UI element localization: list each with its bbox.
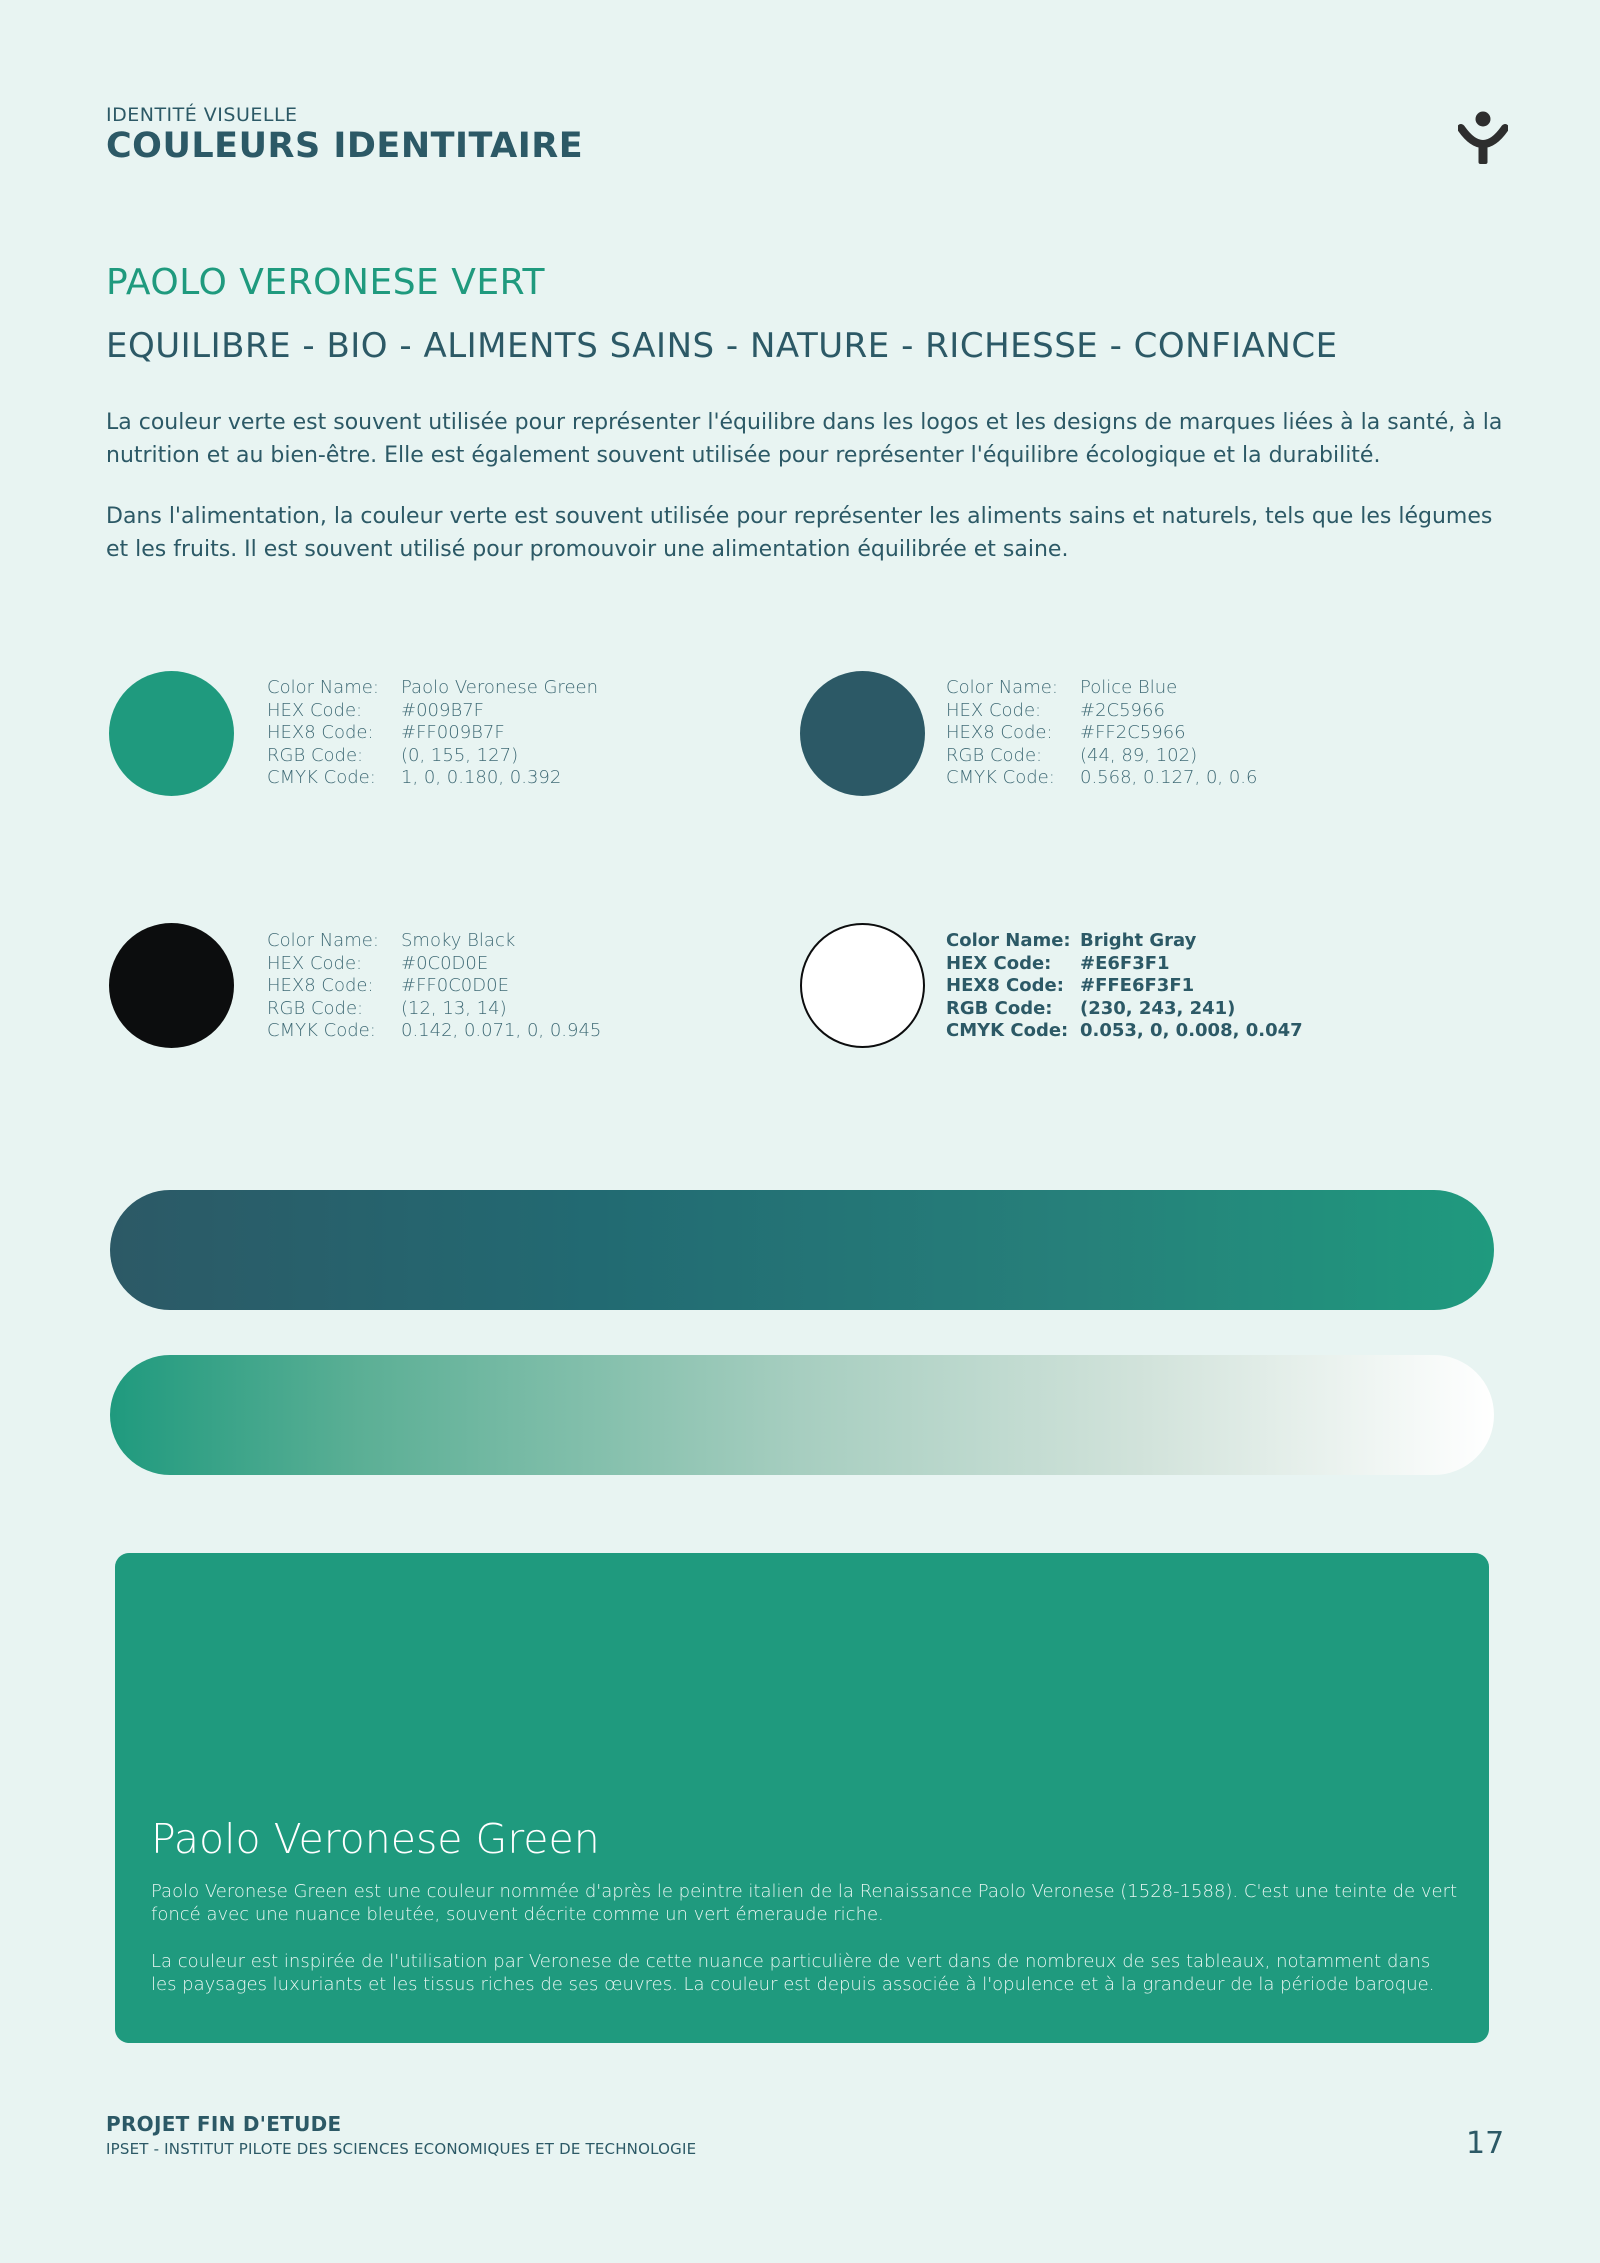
hex-value: #E6F3F1: [1080, 952, 1170, 974]
footer-title: PROJET FIN D'ETUDE: [106, 2112, 342, 2136]
rgb-label: RGB Code:: [946, 997, 1053, 1019]
color-name-value: Police Blue: [1080, 677, 1178, 698]
cmyk-label: CMYK Code:: [267, 767, 376, 788]
hex8-value: #FF0C0D0E: [401, 975, 509, 996]
footer-subtitle: IPSET - INSTITUT PILOTE DES SCIENCES ECONOMIQUES ET DE TECHNOLOGIE: [106, 2140, 697, 2158]
hex-label: HEX Code:: [267, 699, 363, 721]
hex-value: #009B7F: [401, 699, 485, 721]
color-name-label: Color Name:: [946, 677, 1058, 698]
gray-swatch-circle: [800, 923, 925, 1048]
rgb-label: RGB Code:: [267, 997, 364, 1019]
hex-label: HEX Code:: [946, 952, 1052, 974]
rgb-label: RGB Code:: [946, 744, 1043, 766]
hex8-label: HEX8 Code:: [946, 975, 1064, 996]
green-white-gradient-bar: [110, 1355, 1494, 1475]
hex8-label: HEX8 Code:: [946, 722, 1053, 743]
page-number: 17: [1466, 2126, 1505, 2161]
color-name-label: Color Name:: [946, 930, 1071, 951]
color-name-value: Smoky Black: [401, 930, 516, 951]
rgb-label: RGB Code:: [267, 744, 364, 766]
hex-label: HEX Code:: [946, 699, 1042, 721]
gray-swatch-info: [946, 930, 1303, 1043]
color-name-label: Color Name:: [267, 930, 379, 951]
header-kicker: IDENTITÉ VISUELLE: [106, 104, 298, 126]
rgb-value: (230, 243, 241): [1080, 997, 1236, 1019]
cmyk-value: 1, 0, 0.180, 0.392: [401, 767, 562, 788]
intro-paragraph: La couleur verte est souvent utilisée pour représenter l'équilibre dans les logos et les designs de marques liées à la santé, à la nutrition et au bien-être. Elle est également souvent utilisée pour représenter l'équilibre écologique et la durabilité.: [106, 410, 1503, 468]
hex8-value: #FF009B7F: [401, 722, 505, 743]
card-title: Paolo Veronese Green: [151, 1815, 600, 1863]
black-swatch-circle: [109, 923, 234, 1048]
cmyk-label: CMYK Code:: [946, 1020, 1069, 1041]
cmyk-value: 0.568, 0.127, 0, 0.6: [1080, 767, 1258, 788]
hex8-label: HEX8 Code:: [267, 722, 374, 743]
color-name-label: Color Name:: [267, 677, 379, 698]
blue-swatch-circle: [800, 671, 925, 796]
section-subtitle: EQUILIBRE - BIO - ALIMENTS SAINS - NATURE - RICHESSE - CONFIANCE: [106, 326, 1338, 366]
card-paragraph: La couleur est inspirée de l'utilisation par Veronese de cette nuance particulière de vert dans de nombreux de ses tableaux, notamment dans les paysages luxuriants et les tissus riches de ses œuvres. La couleur est depuis associée à l'opulence et à la grandeur de la période baroque.: [151, 1951, 1435, 1995]
hex8-value: #FFE6F3F1: [1080, 975, 1195, 996]
page-title: COULEURS IDENTITAIRE: [106, 126, 584, 166]
card-paragraph: Paolo Veronese Green est une couleur nommée d'après le peintre italien de la Renaissance Paolo Veronese (1528-1588). C'est une teinte de vert foncé avec une nuance bleutée, souvent décrite comme un vert émeraude riche.: [151, 1881, 1458, 1925]
blue-swatch-info: [946, 677, 1257, 790]
hex-value: #2C5966: [1080, 699, 1165, 721]
rgb-value: (44, 89, 102): [1080, 744, 1198, 766]
black-swatch-info: [267, 930, 601, 1043]
hex8-label: HEX8 Code:: [267, 975, 374, 996]
rgb-value: (0, 155, 127): [401, 744, 519, 766]
cmyk-label: CMYK Code:: [946, 767, 1055, 788]
blue-green-gradient-bar: [110, 1190, 1494, 1310]
green-swatch-info: [267, 677, 598, 790]
section-title: PAOLO VERONESE VERT: [106, 262, 545, 303]
food-paragraph: Dans l'alimentation, la couleur verte est souvent utilisée pour représenter les aliments sains et naturels, tels que les légumes et les fruits. Il est souvent utilisé pour promouvoir une alimentation équilibrée et saine.: [106, 504, 1493, 562]
rgb-value: (12, 13, 14): [401, 997, 507, 1019]
green-swatch-circle: [109, 671, 234, 796]
person-y-logo-icon: [1458, 110, 1508, 166]
cmyk-value: 0.142, 0.071, 0, 0.945: [401, 1020, 602, 1041]
color-name-value: Paolo Veronese Green: [401, 677, 598, 698]
hex8-value: #FF2C5966: [1080, 722, 1186, 743]
color-name-value: Bright Gray: [1080, 930, 1197, 951]
cmyk-value: 0.053, 0, 0.008, 0.047: [1080, 1020, 1303, 1041]
cmyk-label: CMYK Code:: [267, 1020, 376, 1041]
hex-value: #0C0D0E: [401, 952, 489, 974]
hex-label: HEX Code:: [267, 952, 363, 974]
